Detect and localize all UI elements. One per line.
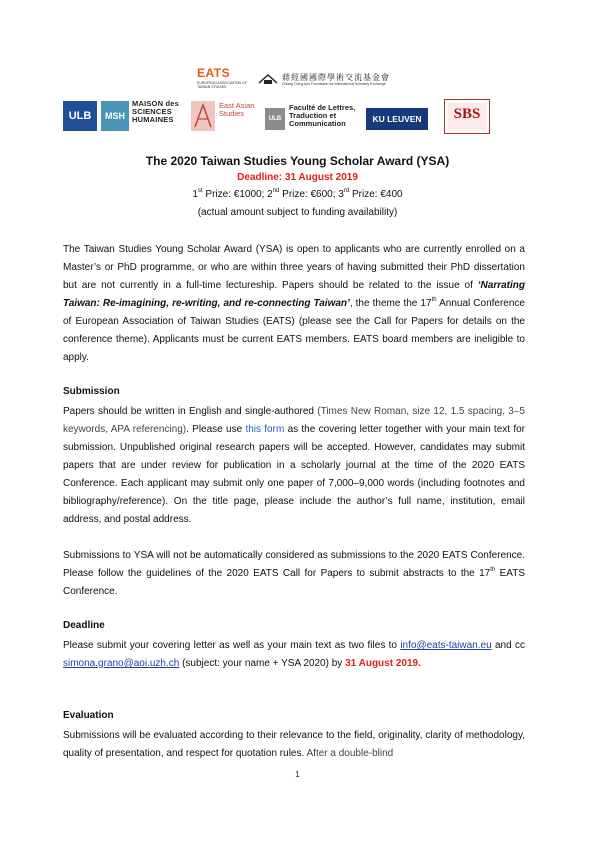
intro-text-b: , the theme the 17 [349, 298, 432, 309]
submission-note-paragraph [63, 547, 525, 601]
evaluation-paragraph [63, 727, 525, 763]
ulb-small-logo: ULB [265, 108, 285, 130]
intro-paragraph [63, 241, 525, 367]
eats-logo-subtitle: EUROPEAN ASSOCIATION OF TAIWAN STUDIES [197, 81, 247, 89]
ccf-emblem-icon [258, 73, 278, 85]
deadline-text-b: and cc [491, 640, 526, 651]
evaluation-text-a: Submissions will be evaluated according to their relevance to the field, originality, clarity of methodology, quality of presentation, and respect for quotation rules. [63, 730, 525, 759]
prize-1-value: Prize: €1000; 2 [202, 189, 273, 200]
deadline-text-c: (subject: your name + YSA 2020) by [179, 658, 346, 669]
submission-note-text-a: Submissions to YSA will not be automatically considered as submissions to the 2020 EATS Conference. Please follow the guidelines of the 2020 EATS Call for Papers to submit abstracts to the 17 [63, 550, 525, 579]
page-number: 1 [295, 770, 300, 779]
deadline-heading: Deadline [63, 620, 105, 631]
prize-3-ordinal: rd [343, 188, 350, 194]
cc-email-link[interactable]: simona.grano@aoi.uzh.ch [63, 658, 180, 669]
deadline-text-a: Please submit your covering letter as well as your main text as two files to [63, 640, 401, 651]
intro-text-c: Annual Conference of European Association of Taiwan Studies (EATS) (please see the Call for Papers for details on the conference theme). Applicants must be current EATS members. EATS board members are ineligible to apply. [63, 298, 525, 363]
submission-paragraph [63, 403, 525, 529]
conference-theme: ‘Narrating Taiwan: Re-imagining, re-writing, and re-connecting Taiwan’ [63, 280, 525, 309]
ccf-logo-chinese: 蔣經國國際學術交流基金會 [282, 73, 390, 82]
sbs-logo-text: SBS [453, 106, 481, 122]
evaluation-heading: Evaluation [63, 710, 114, 721]
sbs-logo [444, 99, 490, 134]
prize-3-value: Prize: €400 [349, 189, 403, 200]
document-title: The 2020 Taiwan Studies Young Scholar Award (YSA) [145, 154, 450, 168]
submission-note-text-b: EATS Conference. [63, 568, 525, 597]
evaluation-text-b: After a double-blind [306, 748, 394, 759]
prize-1-ordinal: st [197, 188, 203, 194]
msh-logo-text: MAISON des SCIENCES HUMAINES [132, 99, 180, 124]
funding-note: (actual amount subject to funding availability) [197, 207, 398, 218]
prize-1-number: 1 [192, 189, 198, 200]
deadline-paragraph [63, 637, 525, 673]
ulb-logo: ULB [63, 101, 97, 131]
eas-emblem-icon [191, 101, 215, 131]
intro-ordinal: th [431, 297, 437, 303]
formatting-requirements: (Times New Roman, size 12, 1.5 spacing, 3–5 keywords, APA referencing) [63, 406, 525, 435]
prize-2-value: Prize: €600; 3 [279, 189, 344, 200]
covering-letter-form-link[interactable]: this form [245, 424, 285, 435]
eats-email-link[interactable]: info@eats-taiwan.eu [400, 640, 492, 651]
intro-text-a: The Taiwan Studies Young Scholar Award (YSA) is open to applicants who are currently enrolled on a Master’s or PhD programme, or who are within three years of having submitted their PhD dissertation but are not currently in a full-time lectureship. Papers should be related to the issue of [63, 244, 525, 291]
submission-text-a: Papers should be written in English and single-authored [63, 406, 318, 417]
submission-text-b: . Please use [186, 424, 246, 435]
deadline-date: 31 August 2019. [345, 658, 421, 669]
deadline-banner: Deadline: 31 August 2019 [237, 172, 358, 183]
eats-logo [197, 66, 249, 92]
submission-note-ordinal: th [490, 567, 496, 573]
faculty-logo-text: Faculté de Lettres, Traduction et Communication [289, 103, 356, 129]
ku-leuven-logo: KU LEUVEN [366, 108, 428, 130]
east-asian-studies-logo-mark [191, 101, 215, 131]
submission-text-c: as the covering letter together with your main text for submission. Unpublished original research papers will be accepted. However, candidates may submit papers that are under review for publication in a scholarly journal at the time of the 2020 EATS Conference. Each applicant may submit only one paper of 7,000–9,000 words (including footnotes and bibliography/reference). On the title page, please include the author’s full name, institution, email address, and postal address. [63, 424, 525, 525]
ccf-logo-english: Chiang Ching-kuo Foundation for International Scholarly Exchange [282, 82, 386, 86]
prize-line [0, 189, 595, 200]
eats-logo-mark: EATS [197, 66, 231, 80]
submission-heading: Submission [63, 386, 120, 397]
ccf-logo [258, 72, 394, 88]
east-asian-studies-logo-text: East Asian Studies [219, 101, 255, 118]
msh-logo-mark: MSH [101, 101, 129, 131]
prize-2-ordinal: nd [272, 188, 280, 194]
